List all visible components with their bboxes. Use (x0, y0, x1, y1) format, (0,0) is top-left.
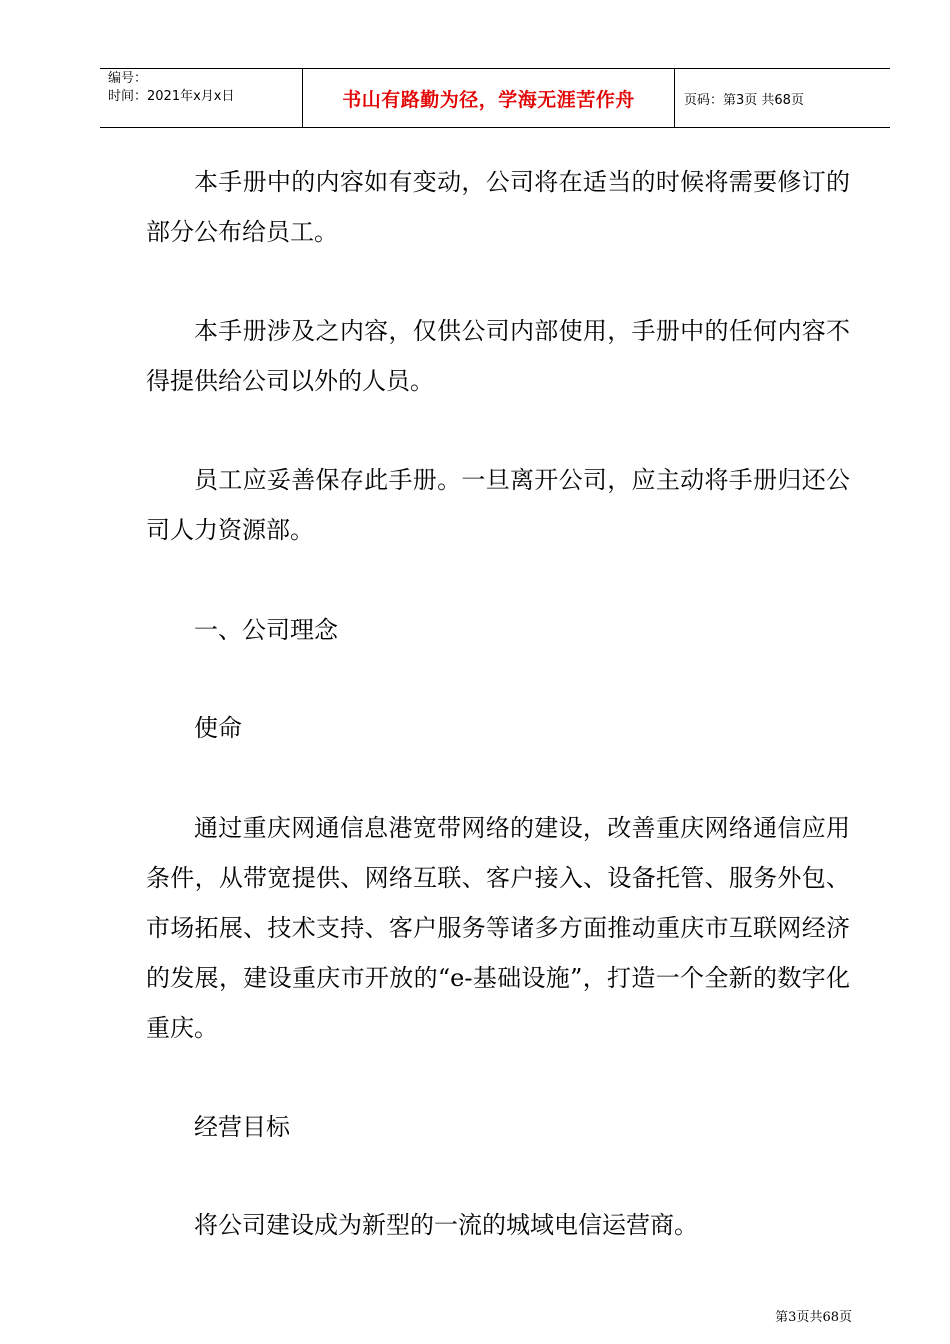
header-motto: 书山有路勤为径，学海无涯苦作舟 (302, 69, 675, 128)
header-meta (100, 69, 302, 128)
paragraph-1: 本手册中的内容如有变动，公司将在适当的时候将需要修订的部分公布给员工。 (146, 168, 850, 246)
paragraph-business-goal: 将公司建设成为新型的一流的城域电信运营商。 (194, 1211, 698, 1239)
subheading-business-goal: 经营目标 (194, 1113, 290, 1141)
subheading-mission: 使命 (194, 714, 242, 742)
page-footer-number: 第3页共68页 (775, 1310, 852, 1325)
header-page-label: 页码：第3页 共68页 (684, 93, 804, 108)
paragraph-3: 员工应妥善保存此手册。一旦离开公司，应主动将手册归还公司人力资源部。 (146, 466, 850, 544)
header-code-label: 编号： (108, 71, 148, 86)
paragraph-mission: 通过重庆网通信息港宽带网络的建设，改善重庆网络通信应用条件，从带宽提供、网络互联、客户接入、设备托管、服务外包、市场拓展、技术支持、客户服务等诸多方面推动重庆市互联网经济的发展，建设重庆市开放的“e-基础设施”，打造一个全新的数字化重庆。 (146, 814, 850, 1042)
section-heading-company-philosophy: 一、公司理念 (194, 616, 338, 644)
header-time-label: 时间：2021年x月x日 (108, 89, 235, 104)
paragraph-2: 本手册涉及之内容，仅供公司内部使用，手册中的任何内容不得提供给公司以外的人员。 (146, 317, 850, 395)
page-header (100, 68, 890, 128)
